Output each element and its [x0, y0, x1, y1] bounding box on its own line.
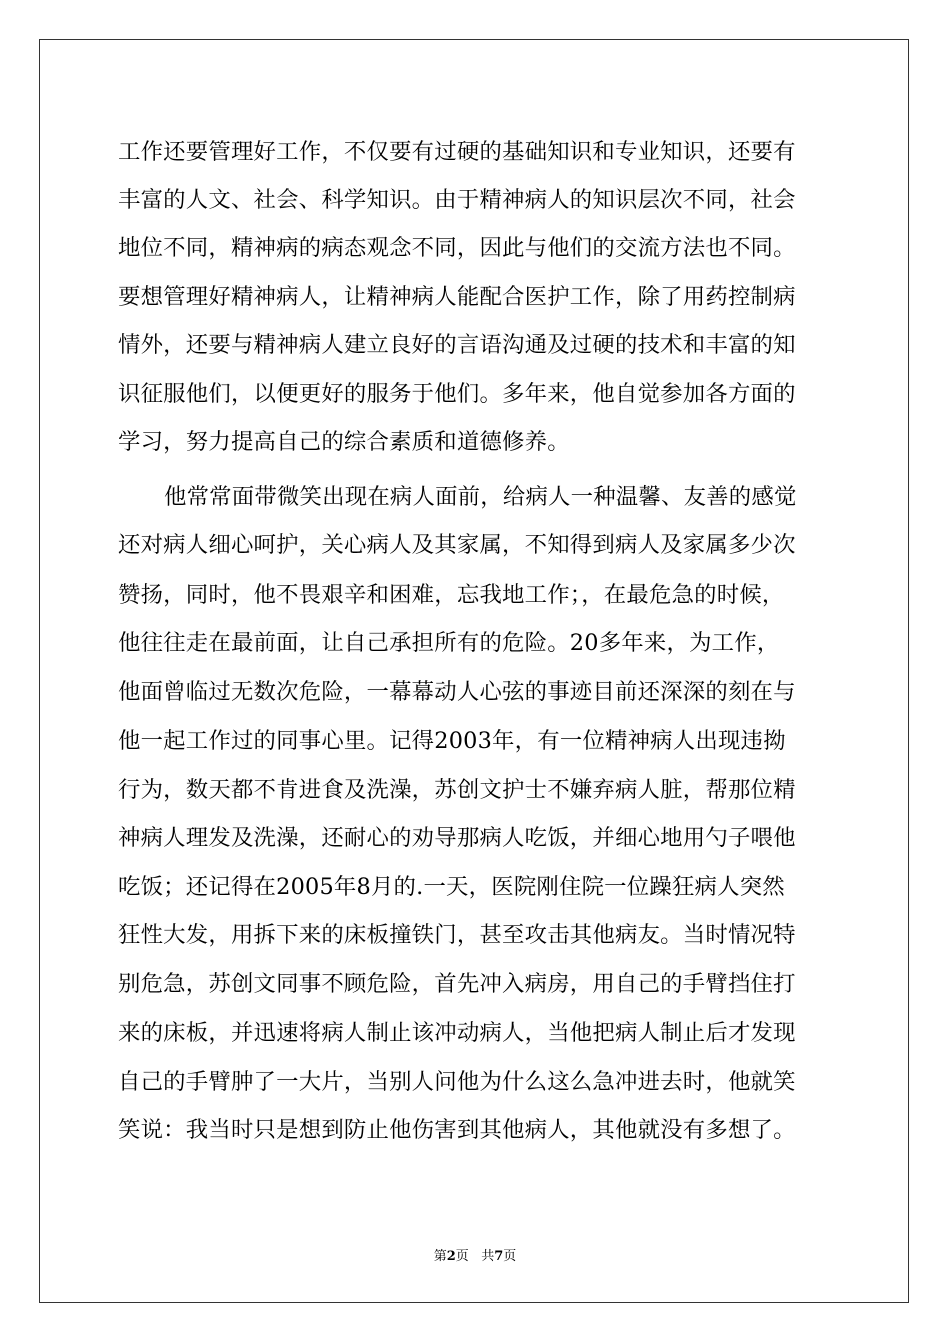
text-line: 行为，数天都不肯进食及洗澡，苏创文护士不嫌弃病人脏，帮那位精	[118, 777, 796, 803]
text-line: 识征服他们，以便更好的服务于他们。多年来，他自觉参加各方面的	[118, 381, 796, 407]
total-prefix: 共	[481, 1249, 495, 1264]
text-line: 神病人理发及洗澡，还耐心的劝导那病人吃饭，并细心地用勺子喂他	[118, 825, 796, 851]
text-line: 赞扬，同时，他不畏艰辛和困难，忘我地工作；，在最危急的时候，	[118, 582, 785, 608]
text-line: 丰富的人文、社会、科学知识。由于精神病人的知识层次不同，社会	[118, 187, 796, 213]
text-line: 要想管理好精神病人，让精神病人能配合医护工作，除了用药控制病	[118, 284, 796, 310]
text-line: 他常常面带微笑出现在病人面前，给病人一种温馨、友善的感觉	[164, 484, 797, 510]
text-line: 地位不同，精神病的病态观念不同，因此与他们的交流方法也不同。	[118, 235, 796, 261]
text-line: 学习，努力提高自己的综合素质和道德修养。	[118, 429, 570, 455]
text-line: 他往往走在最前面，让自己承担所有的危险。20多年来，为工作，	[118, 630, 780, 656]
page-footer	[0, 1248, 950, 1266]
text-line: 来的床板，并迅速将病人制止该冲动病人，当他把病人制止后才发现	[118, 1020, 796, 1046]
text-line: 自己的手臂肿了一大片，当别人问他为什么这么急冲进去时，他就笑	[118, 1069, 796, 1095]
page-suffix: 页	[455, 1249, 469, 1264]
text-line: 狂性大发，用拆下来的床板撞铁门，甚至攻击其他病友。当时情况特	[118, 922, 796, 948]
page-number: 2	[446, 1249, 456, 1264]
total-pages: 7	[494, 1249, 504, 1264]
total-suffix: 页	[503, 1249, 517, 1264]
text-line: 还对病人细心呵护，关心病人及其家属，不知得到病人及家属多少次	[118, 532, 796, 558]
page-frame	[39, 39, 909, 1303]
text-line: 工作还要管理好工作，不仅要有过硬的基础知识和专业知识，还要有	[118, 139, 796, 165]
text-line: 他一起工作过的同事心里。记得2003年，有一位精神病人出现违拗	[118, 728, 786, 754]
page-prefix: 第	[433, 1249, 447, 1264]
text-line: 他面曾临过无数次危险，一幕幕动人心弦的事迹目前还深深的刻在与	[118, 679, 796, 705]
text-line: 情外，还要与精神病人建立良好的言语沟通及过硬的技术和丰富的知	[118, 332, 796, 358]
text-line: 笑说：我当时只是想到防止他伤害到其他病人，其他就没有多想了。	[118, 1117, 796, 1143]
text-line: 吃饭；还记得在2005年8月的.一天，医院刚住院一位躁狂病人突然	[118, 874, 785, 900]
text-line: 别危急，苏创文同事不顾危险，首先冲入病房，用自己的手臂挡住打	[118, 971, 796, 997]
